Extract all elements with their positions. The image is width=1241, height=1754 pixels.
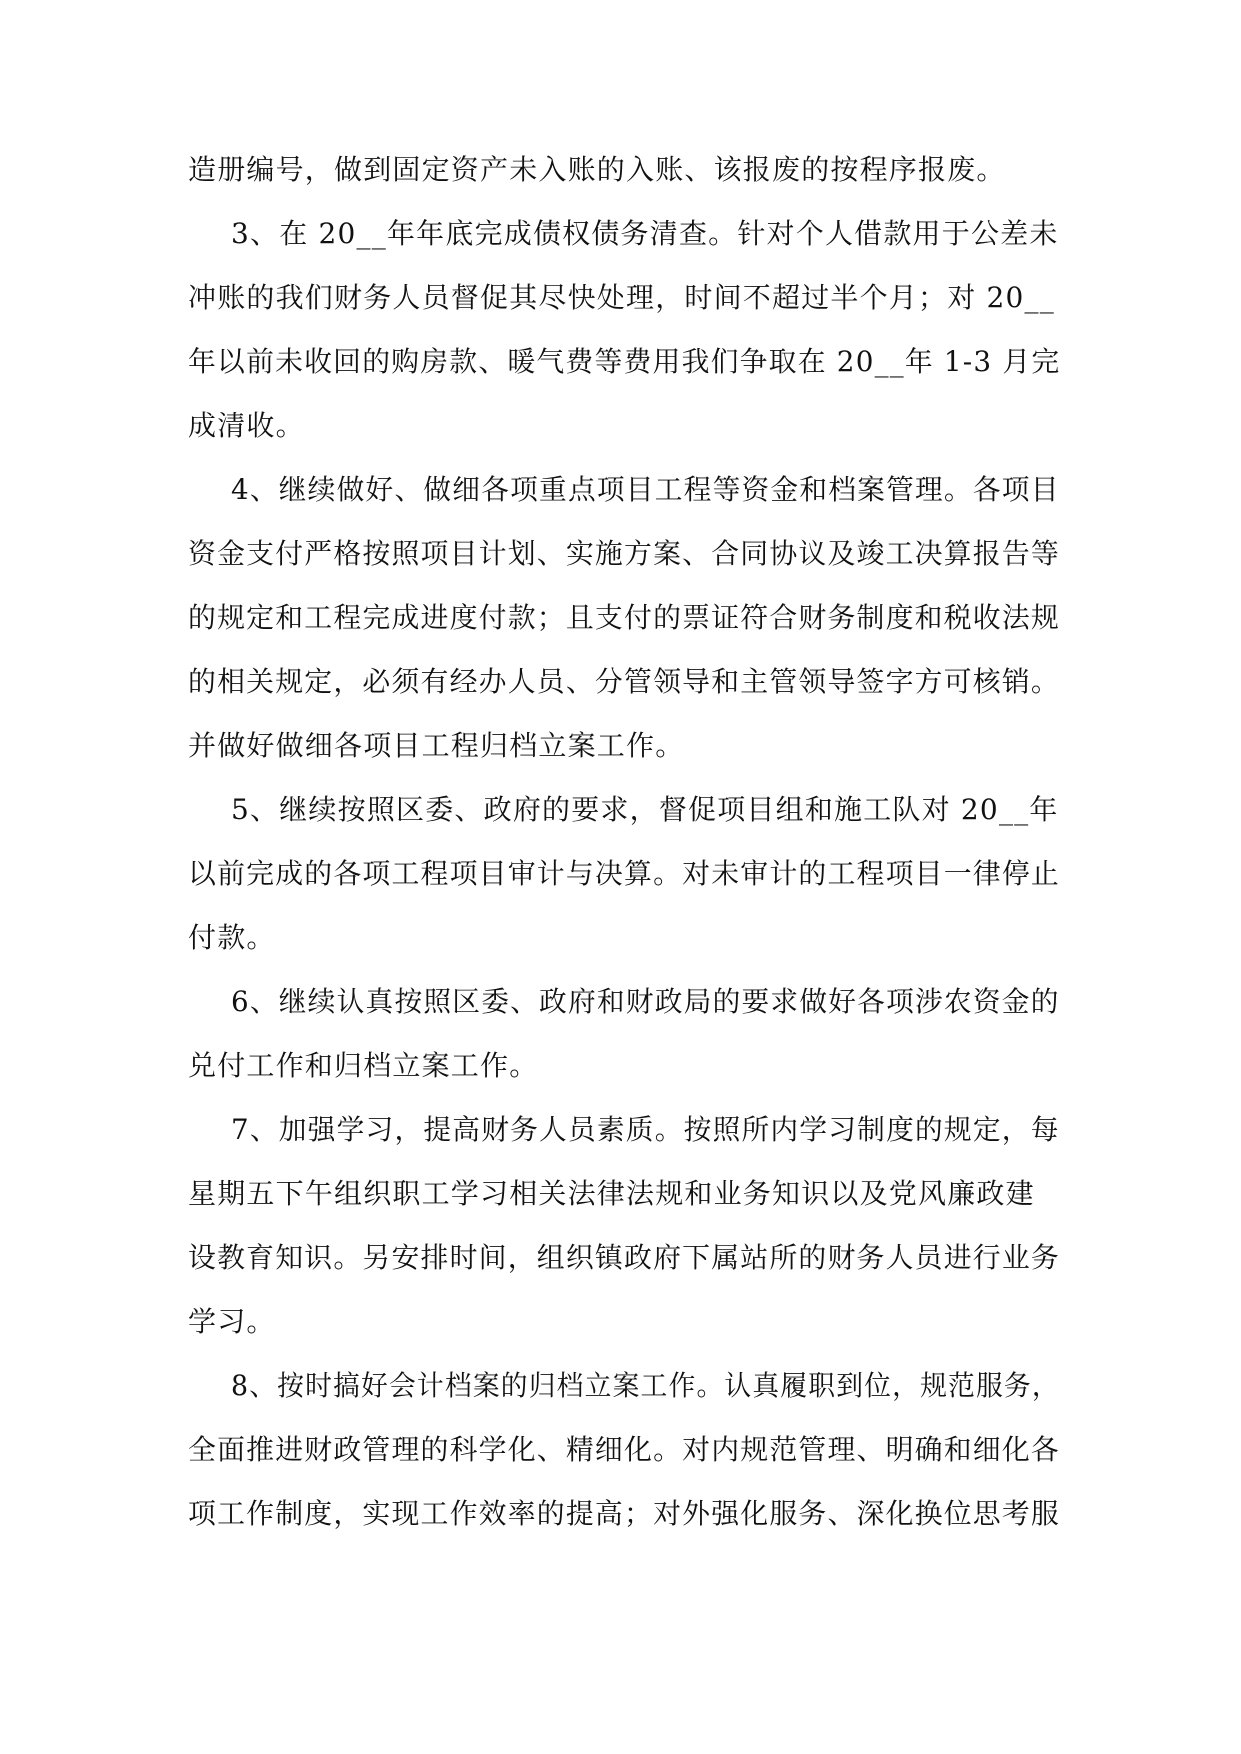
paragraph-6-line: 6、继续认真按照区委、政府和财政局的要求做好各项涉农资金的 [231,985,1060,1018]
text-line: 付款。 [188,921,276,954]
text-line: 的规定和工程完成进度付款；且支付的票证符合财务制度和税收法规 [188,601,1061,634]
text-line: 年以前未收回的购房款、暖气费等费用我们争取在 20__年 1-3 月完 [188,345,1061,378]
text-line: 成清收。 [188,409,305,442]
paragraph-8-line: 8、按时搞好会计档案的归档立案工作。认真履职到位，规范服务， [231,1369,1060,1402]
text-line: 设教育知识。另安排时间，组织镇政府下属站所的财务人员进行业务 [188,1241,1061,1274]
text-line: 资金支付严格按照项目计划、实施方案、合同协议及竣工决算报告等 [188,537,1061,570]
text-line: 全面推进财政管理的科学化、精细化。对内规范管理、明确和细化各 [188,1433,1061,1466]
text-line: 的相关规定，必须有经办人员、分管领导和主管领导签字方可核销。 [188,665,1061,698]
text-line: 学习。 [188,1305,276,1338]
paragraph-4-line: 4、继续做好、做细各项重点项目工程等资金和档案管理。各项目 [231,473,1060,506]
paragraph-5-line: 5、继续按照区委、政府的要求，督促项目组和施工队对 20__年 [231,793,1059,826]
text-line: 冲账的我们财务人员督促其尽快处理，时间不超过半个月；对 20__ [188,281,1055,314]
text-line: 星期五下午组织职工学习相关法律法规和业务知识以及党风廉政建 [188,1177,1035,1210]
text-line: 并做好做细各项目工程归档立案工作。 [188,729,685,762]
text-line: 项工作制度，实现工作效率的提高；对外强化服务、深化换位思考服 [188,1497,1061,1530]
text-line: 以前完成的各项工程项目审计与决算。对未审计的工程项目一律停止 [188,857,1061,890]
text-line: 造册编号，做到固定资产未入账的入账、该报废的按程序报废。 [188,153,1006,186]
text-line: 兑付工作和归档立案工作。 [188,1049,539,1082]
paragraph-7-line: 7、加强学习，提高财务人员素质。按照所内学习制度的规定，每 [231,1113,1060,1146]
paragraph-3-line: 3、在 20__年年底完成债权债务清查。针对个人借款用于公差未 [231,217,1059,250]
